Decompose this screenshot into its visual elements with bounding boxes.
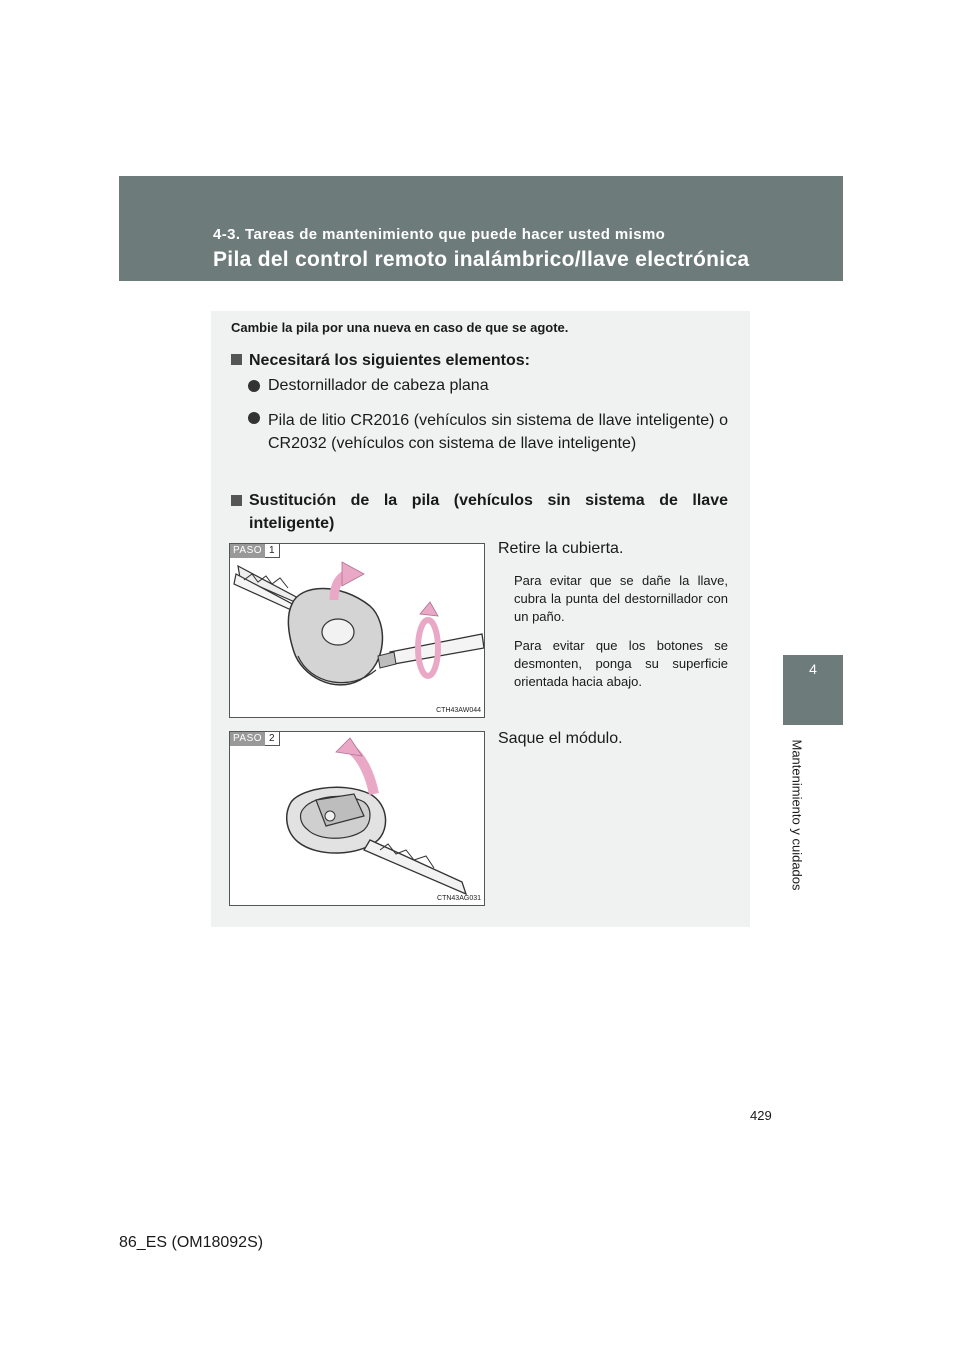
- document-code: 86_ES (OM18092S): [119, 1234, 264, 1251]
- heading-items-needed: [231, 352, 530, 370]
- step-badge-number: 1: [265, 544, 280, 558]
- module-removal-illustration: [230, 732, 484, 905]
- square-bullet-icon: [231, 495, 242, 506]
- intro-text: Cambie la pila por una nueva en caso de que se agote.: [231, 320, 569, 335]
- page-title: Pila del control remoto inalámbrico/llave electrónica: [213, 248, 750, 271]
- heading-battery-replacement-text: Sustitución de la pila (vehículos sin sistema de llave inteligente): [249, 492, 728, 532]
- key-cover-removal-illustration: [230, 544, 484, 717]
- chapter-label-text: Mantenimiento y cuidados: [789, 739, 805, 891]
- bullet-text: Destornillador de cabeza plana: [268, 377, 489, 394]
- bullet-text: Pila de litio CR2016 (vehículos sin sistema de llave inteligente) o CR2032 (vehículos con sistema de llave inteligente): [268, 412, 728, 452]
- chapter-side-label: [783, 725, 811, 905]
- step-badge-number: 2: [265, 732, 280, 746]
- chapter-header: [119, 176, 843, 281]
- step-1-note-1: Para evitar que se dañe la llave, cubra la punta del destornillador con un paño.: [514, 573, 728, 624]
- circle-bullet-icon: [248, 380, 260, 392]
- bullet-battery: [248, 409, 728, 455]
- figure-step-2: [229, 731, 485, 906]
- figure-code: CTH43AW044: [436, 707, 481, 714]
- square-bullet-icon: [231, 354, 242, 365]
- step-2-text: Saque el módulo.: [498, 730, 623, 747]
- step-1-text: Retire la cubierta.: [498, 540, 624, 557]
- figure-step-1: [229, 543, 485, 718]
- chapter-tab: [783, 655, 843, 725]
- page-number: 429: [750, 1108, 772, 1123]
- step-1-note-2: Para evitar que los botones se desmonten, ponga su superficie orientada hacia abajo.: [514, 638, 728, 689]
- figure-code: CTN43AG031: [437, 895, 481, 902]
- bullet-screwdriver: [248, 377, 489, 395]
- circle-bullet-icon: [248, 412, 260, 424]
- section-title: 4-3. Tareas de mantenimiento que puede hacer usted mismo: [213, 226, 666, 243]
- step-badge-label: PASO: [230, 544, 265, 558]
- heading-battery-replacement: [231, 489, 728, 535]
- heading-items-needed-text: Necesitará los siguientes elementos:: [249, 352, 530, 369]
- step-badge-label: PASO: [230, 732, 265, 746]
- chapter-number: 4: [809, 661, 817, 677]
